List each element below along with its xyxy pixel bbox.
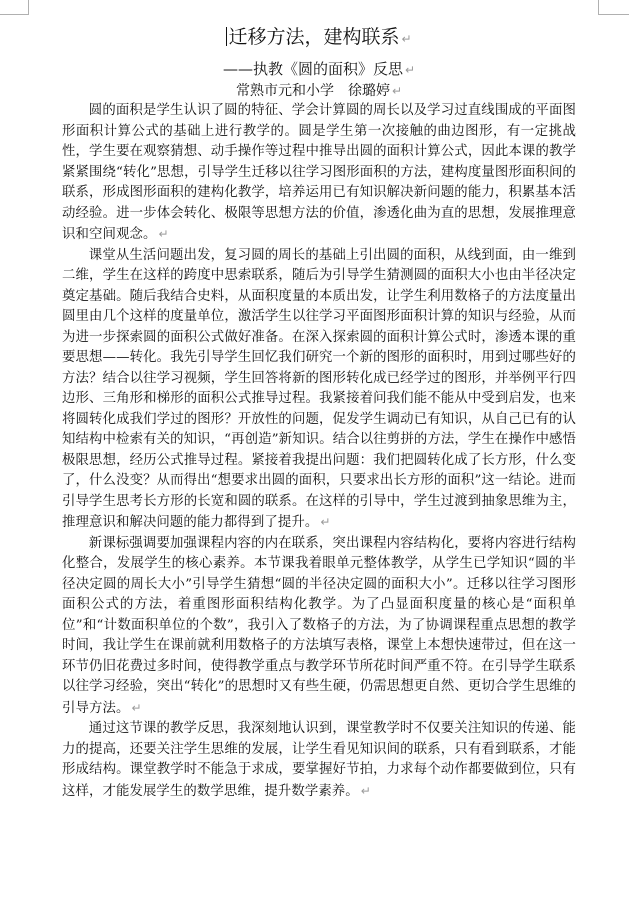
paragraph-mark-icon: ↵: [131, 700, 142, 715]
document-subtitle[interactable]: ——执教《圆的面积》反思: [222, 60, 403, 78]
document-page[interactable]: [62, 20, 576, 802]
paragraph-mark-icon: ↵: [320, 515, 331, 529]
paragraph-mark-icon: ↵: [404, 63, 416, 77]
paragraph-text: 通过这节课的教学反思，我深刻地认识到，课堂教学时不仅要关注知识的传递、能力的提高，还要关注学生思维的发展，让学生看见知识间的联系，只有看到联系，才能形成结构。课堂教学时不能急于求成，要掌握好节拍，力求每个动作都要做到位，只有这样，才能发展学生的数学思维，提升数学素养。: [62, 721, 576, 799]
body-paragraph-1[interactable]: [62, 101, 576, 246]
page-corner-mark-right: [598, 0, 629, 15]
document-title[interactable]: 迁移方法，建构联系: [228, 26, 400, 48]
paragraph-mark-icon: ↵: [158, 227, 169, 241]
body-paragraph-2[interactable]: [62, 246, 576, 534]
paragraph-mark-icon: ↵: [391, 84, 403, 98]
paragraph-text: 圆的面积是学生认识了圆的特征、学会计算圆的周长以及学习过直线围成的平面图形面积计算公式的基础上进行教学的。圆是学生第一次接触的曲边图形，有一定挑战性，学生要在观察猜想、动手操作等过程中推导出圆的面积计算公式，因此本课的教学紧紧围绕“转化”思想，引导学生迁移以往学习图形面积的方法，建构度量图形面积间的联系，形成图形面积的建构化教学，培养运用已有知识解决新问题的能力，积累基本活动经验。进一步体会转化、极限等思想方法的价值，渗透化曲为直的思想，发展推理意识和空间观念。: [62, 103, 576, 242]
paragraph-mark-icon: ↵: [360, 783, 371, 798]
paragraph-text: 新课标强调要加强课程内容的内在联系，突出课程内容结构化，要将内容进行结构化整合，发展学生的核心素养。本节课我着眼单元整体教学，从学生已学知识“圆的半径决定圆的周长大小”引导学生猜想“圆的半径决定圆的面积大小”。迁移以往学习图形面积公式的方法，着重图形面积结构化教学。为了凸显面积度量的核心是“面积单位”和“计数面积单位的个数”，我引入了数格子的方法，为了协调课程重点思想的教学时间，我让学生在课前就利用数格子的方法填写表格，课堂上本想快速带过，但在这一环节仍旧花费过多时间，使得教学重点与教学环节所花时间严重不符。在引导学生联系以往学习经验，突出“转化”的思想时又有些生硬，仍需思想更自然、更切合学生思维的引导方法。: [62, 535, 576, 716]
page-corner-mark-left: [0, 0, 29, 15]
body-paragraph-4[interactable]: [62, 719, 576, 802]
body-paragraph-3[interactable]: [62, 534, 576, 720]
paragraph-mark-icon: ↵: [401, 32, 412, 46]
title-line: [62, 20, 576, 56]
paragraph-text: 课堂从生活问题出发，复习圆的周长的基础上引出圆的面积，从线到面，由一维到二维，学生在这样的跨度中思索联系，随后为引导学生猜测圆的面积大小也由半径决定奠定基础。随后我结合史料，从面积度量的本质出发，让学生利用数格子的方法度量出圆里由几个这样的度量单位，激活学生以往学习平面图形面积计算的知识与经验，从而为进一步探索圆的面积公式做好准备。在深入探索圆的面积计算公式时，渗透本课的重要思想——转化。我先引导学生回忆我们研究一个新的图形的面积时，用到过哪些好的方法？结合以往学习视频，学生回答将新的图形转化成已经学过的图形，并举例平行四边形、三角形和梯形的面积公式推导过程。我紧接着问我们能不能从中受到启发，也来将圆转化成我们学过的图形？开放性的问题，促发学生调动已有知识，从自己已有的认知结构中检索有关的知识，“再创造”新知识。结合以往剪拼的方法，学生在操作中感悟极限思想，经历公式推导过程。紧接着我提出问题：我们把圆转化成了长方形，什么变了，什么没变？从而得出“想要求出圆的面积，只要求出长方形的面积”这一结论。进而引导学生思考长方形的长宽和圆的联系。在这样的引导中，学生过渡到抽象思维为主，推理意识和解决问题的能力都得到了提升。: [62, 247, 576, 530]
author-line: [62, 81, 576, 101]
document-author[interactable]: 常熟市元和小学 徐璐婷: [235, 83, 390, 99]
subtitle-line: [62, 58, 576, 81]
